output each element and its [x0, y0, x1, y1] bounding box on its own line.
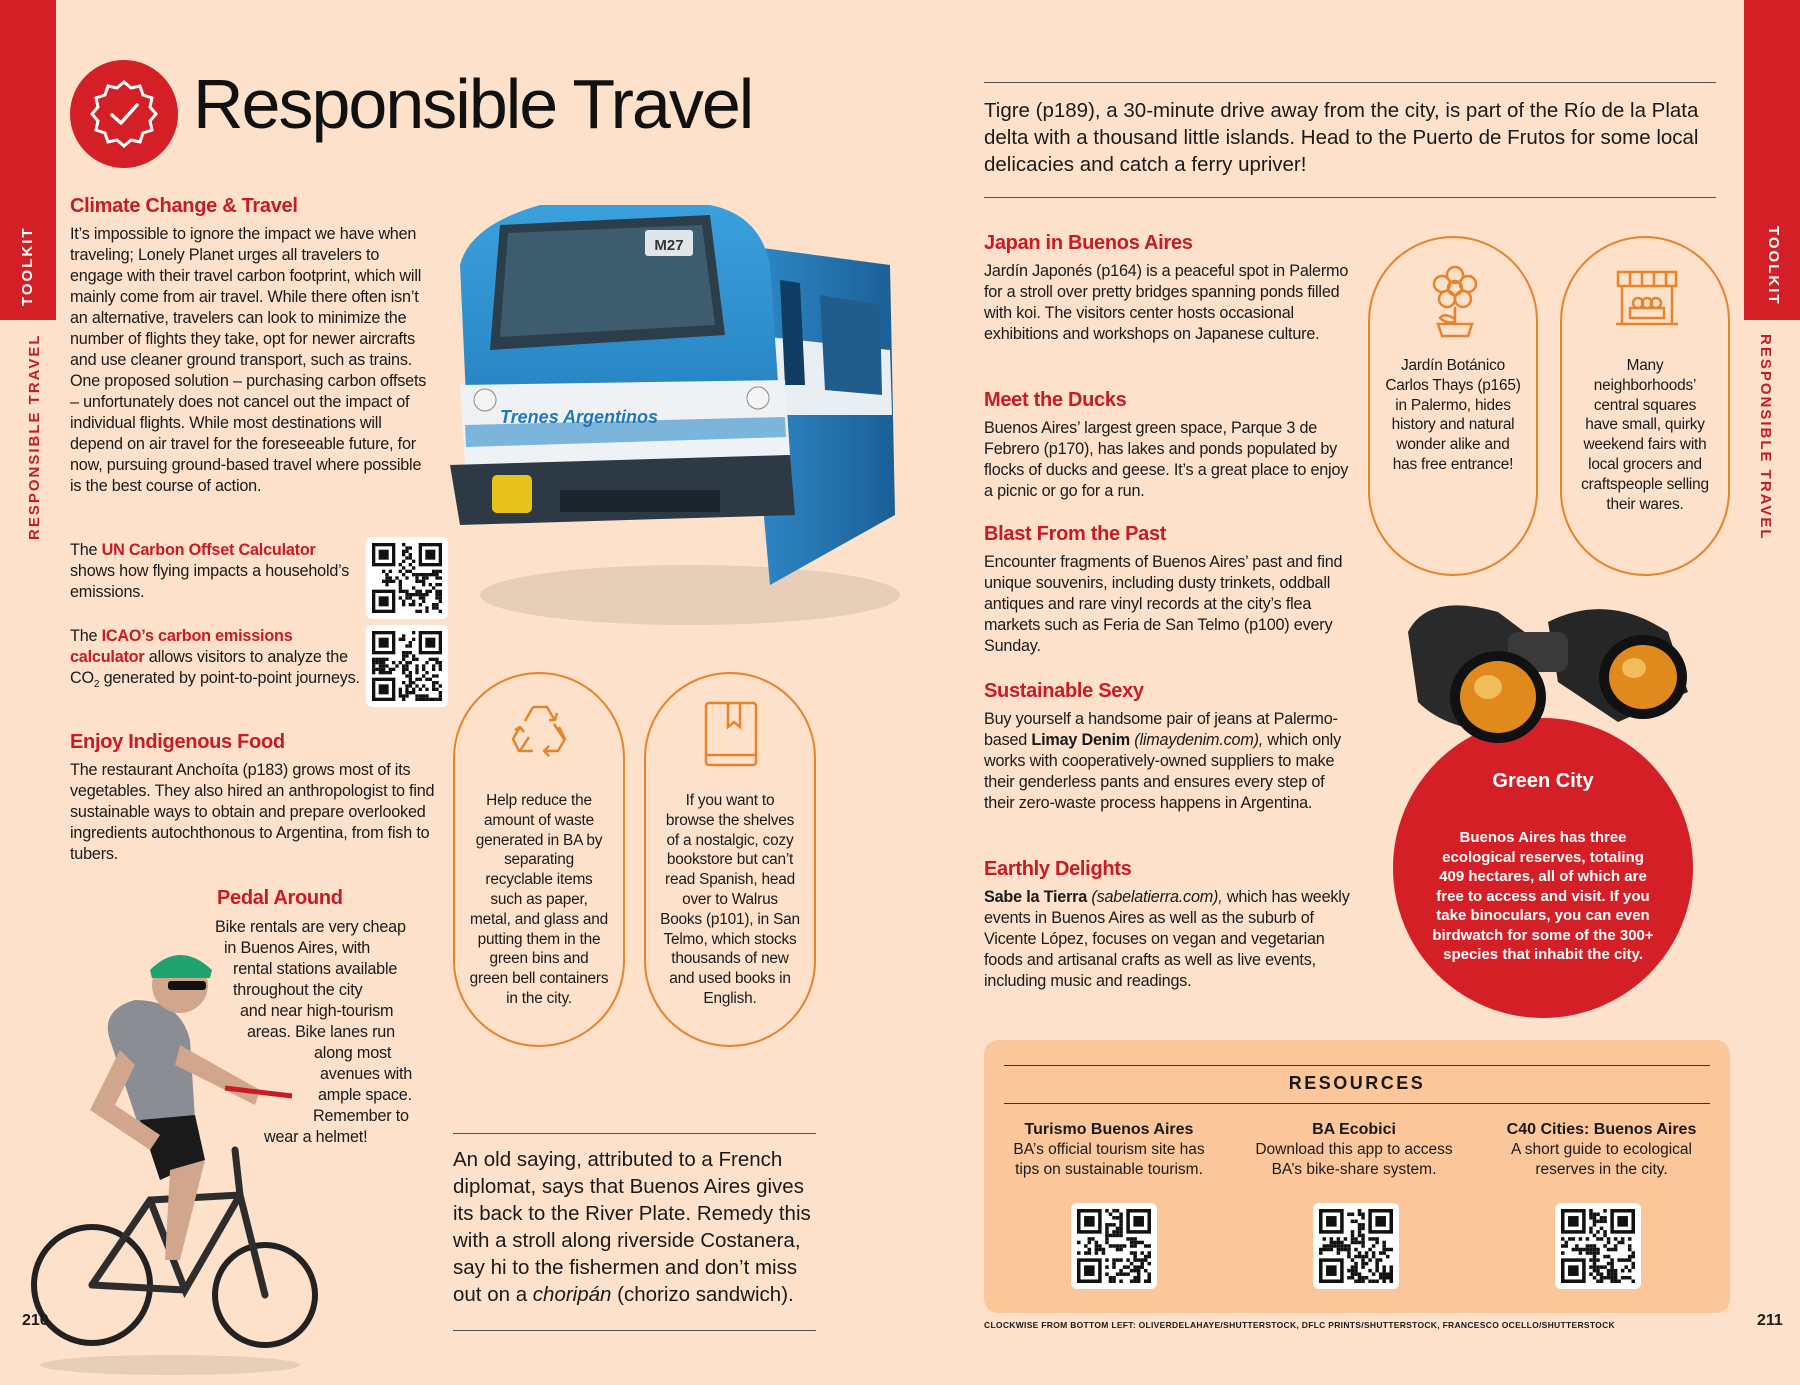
- right-toolkit-tab: [1744, 0, 1800, 320]
- book-icon: [700, 699, 762, 769]
- pill-books: [644, 672, 816, 1047]
- food-section: [70, 731, 440, 865]
- past-heading: Blast From the Past: [984, 523, 1167, 545]
- tigre-text: Tigre (p189), a 30-minute drive away from the city, is part of the Río de la Plata delta with a thousand little islands. Head to the Puerto de Frutos for some local delicacies and catch a ferry upriver!: [984, 99, 1699, 176]
- badge-check-icon: [70, 60, 178, 168]
- past-section: [984, 523, 1354, 657]
- climate-body: It’s impossible to ignore the impact we have when traveling; Lonely Planet urges all travelers to engage with their travel carbon footprint, which will mainly come from air travel. While there often isn’t an alternative, travelers can look to minimize the number of flights they take, opt for newer aircrafts and use cleaner ground transport, such as trains. One proposed solution – purchasing carbon offsets – unfortunately does not cancel out the impact of individual flights. While most destinations will depend on air travel for the foreseeable future, for now, pursuing ground-based travel where possible is the best course of action.: [70, 225, 427, 495]
- resource-c40: C40 Cities: Buenos Aires A short guide to ecological reserves in the city.: [1506, 1121, 1697, 1178]
- pedal-line: along most: [314, 1044, 392, 1062]
- japan-section: [984, 232, 1354, 345]
- qr-code-ecobici[interactable]: [1313, 1203, 1399, 1289]
- food-heading: Enjoy Indigenous Food: [70, 731, 285, 753]
- resource-ecobici: BA Ecobici Download this app to access BA’s bike-share system.: [1255, 1121, 1453, 1178]
- green-city-circle: [1393, 718, 1693, 1018]
- pedal-line: areas. Bike lanes run: [247, 1023, 395, 1041]
- market-stall-icon: [1612, 268, 1682, 328]
- train-photo: [440, 185, 900, 655]
- page-number-left: 210: [22, 1312, 49, 1329]
- binoculars-photo: [1388, 582, 1698, 757]
- qr-code-icao[interactable]: [366, 625, 448, 707]
- saying-text: An old saying, attributed to a French diplomat, says that Buenos Aires gives its back to the River Plate. Remedy this with a stroll along riverside Costanera, say hi to the fishermen and don’t miss out on a choripán (chorizo sandwich).: [453, 1148, 811, 1306]
- left-section-label: RESPONSIBLE TRAVEL: [26, 333, 43, 540]
- icao-calculator-text: The ICAO’s carbon emissions calculator allows visitors to analyze the $CO_2$ generated by point-to-point journeys.: [70, 627, 360, 691]
- food-body: The restaurant Anchoíta (p183) grows most of its vegetables. They also hired an anthropologist to find sustainable ways to obtain and prepare overlooked ingredients autochthonous to Argentina, from fish to tubers.: [70, 761, 435, 863]
- pedal-line: avenues with: [320, 1065, 413, 1083]
- resource-turismo: Turismo Buenos Aires BA’s official tourism site has tips on sustainable tourism.: [1013, 1121, 1205, 1178]
- earthly-section: [984, 858, 1354, 992]
- japan-heading: Japan in Buenos Aires: [984, 232, 1193, 254]
- pill-fairs: [1560, 236, 1730, 576]
- pill-recycle: [453, 672, 625, 1047]
- pill-botanico-text: Jardín Botánico Carlos Thays (p165) in Palermo, hides history and natural wonder alike and has free entrance!: [1385, 357, 1521, 473]
- right-tab-label: TOOLKIT: [1765, 226, 1782, 306]
- recycle-icon: [507, 699, 573, 765]
- green-city-body: Buenos Aires has three ecological reserves, totaling 409 hectares, all of which are free to access and visit. If you take binoculars, you can even birdwatch for some of the 300+ species that inhabit the city.: [1432, 829, 1654, 963]
- earthly-body: Sabe la Tierra (sabelatierra.com), which has weekly events in Buenos Aires as well as the suburb of Vicente López, focuses on vegan and vegetarian foods and artisanal crafts as well as live events, including music and readings.: [984, 888, 1350, 990]
- pedal-line: ample space.: [318, 1086, 412, 1104]
- un-calculator-link[interactable]: UN Carbon Offset Calculator: [101, 541, 316, 559]
- train-logo-text: Trenes Argentinos: [500, 407, 659, 427]
- pedal-line: Bike rentals are very cheap: [215, 918, 406, 936]
- pedal-line: Remember to: [313, 1107, 409, 1125]
- right-section-label: RESPONSIBLE TRAVEL: [1757, 334, 1774, 541]
- sexy-heading: Sustainable Sexy: [984, 680, 1144, 702]
- page-title: Responsible Travel: [193, 65, 753, 143]
- resources-title: RESOURCES: [1288, 1073, 1426, 1093]
- ducks-heading: Meet the Ducks: [984, 389, 1127, 411]
- pedal-line: wear a helmet!: [264, 1128, 368, 1146]
- qr-code-turismo[interactable]: [1071, 1203, 1157, 1289]
- pedal-line: and near high-tourism: [240, 1002, 394, 1020]
- earthly-heading: Earthly Delights: [984, 858, 1132, 880]
- qr-code-c40[interactable]: [1555, 1203, 1641, 1289]
- green-city-heading: Green City: [1492, 770, 1594, 792]
- pedal-line: in Buenos Aires, with: [224, 939, 371, 957]
- pill-fairs-text: Many neighborhoods’ central squares have small, quirky weekend fairs with local grocers and craftspeople selling their wares.: [1581, 357, 1709, 513]
- pedal-line: rental stations available: [233, 960, 398, 978]
- left-tab-label: TOOLKIT: [19, 226, 36, 306]
- japan-body: Jardín Japonés (p164) is a peaceful spot in Palermo for a stroll over pretty bridges spanning ponds filled with koi. The visitors center hosts occasional exhibitions and workshops on Japanese culture.: [984, 262, 1349, 343]
- flower-icon: [1426, 264, 1484, 338]
- climate-heading: Climate Change & Travel: [70, 195, 298, 217]
- climate-section: [70, 195, 435, 497]
- page-number-right: 211: [1757, 1312, 1783, 1329]
- pedal-line: throughout the city: [233, 981, 363, 999]
- ducks-body: Buenos Aires’ largest green space, Parque 3 de Febrero (p170), has lakes and ponds populated by flocks of ducks and geese. It’s a great place to enjoy a picnic or go for a run.: [984, 419, 1349, 500]
- icao-calculator-link[interactable]: ICAO’s carbon emissions calculator: [70, 627, 293, 666]
- pill-botanico: [1368, 236, 1538, 576]
- pill-books-text: If you want to browse the shelves of a nostalgic, cozy bookstore but can’t read Spanish, head over to Walrus Books (p101), in San Telmo, which stocks thousands of new and used books in English.: [660, 792, 800, 1007]
- pedal-heading: Pedal Around: [217, 887, 343, 909]
- resources-box: [984, 1040, 1730, 1313]
- qr-code-un[interactable]: [366, 537, 448, 619]
- left-toolkit-tab: [0, 0, 56, 320]
- sexy-section: [984, 680, 1359, 814]
- pill-recycle-text: Help reduce the amount of waste generated in BA by separating recyclable items such as paper, metal, and glass and putting them in the green bins and green bell containers in the city.: [469, 792, 609, 1007]
- past-body: Encounter fragments of Buenos Aires’ past and find unique souvenirs, including dusty trinkets, oddball antiques and rare vinyl records at the city’s flea markets such as Feria de San Telmo (p100) every Sunday.: [984, 553, 1343, 655]
- ducks-section: [984, 389, 1354, 502]
- photo-credits: CLOCKWISE FROM BOTTOM LEFT: OLIVERDELAHAYE/SHUTTERSTOCK, DFLC PRINTS/SHUTTERSTOCK, FRANCESCO OCELLO/SHUTTERSTOCK: [984, 1320, 1615, 1330]
- sexy-body: Buy yourself a handsome pair of jeans at Palermo-based Limay Denim (limaydenim.com), which only works with cooperatively-owned suppliers to make their genderless pants and ensures every step of their zero-waste process happens in Argentina.: [984, 710, 1341, 812]
- train-number: M27: [654, 237, 684, 254]
- un-calculator-text: The UN Carbon Offset Calculator shows how flying impacts a household’s emissions.: [70, 541, 350, 601]
